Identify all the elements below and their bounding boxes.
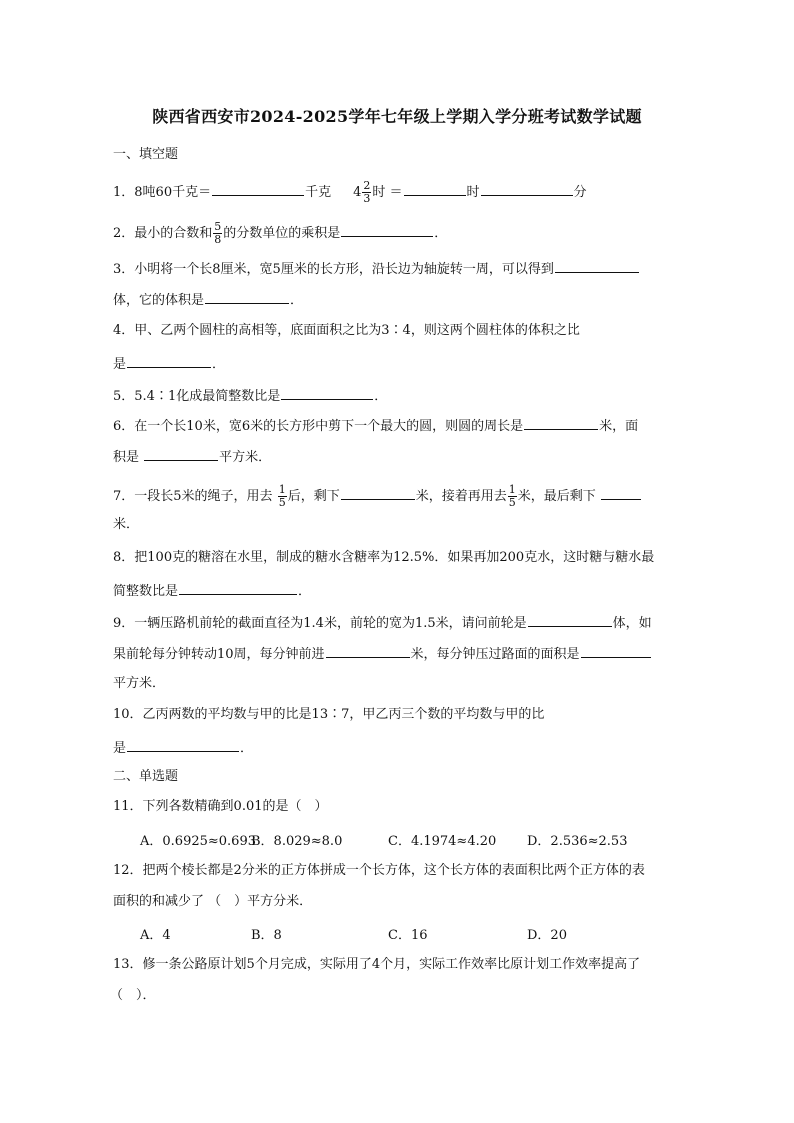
question-2: 2．最小的合数和 $\frac{5}{8}$ 的分数单位的乘积是 ． [113, 220, 448, 246]
answer-blank[interactable] [281, 385, 373, 400]
question-7-line-1: 7．一段长5米的绳子，用去 $\frac{1}{5}$ 后，剩下 米，接着再用去 $\frac{1}{5}$ 米，最后剩下 [113, 484, 642, 509]
question-11-stem: 11．下列各数精确到0.01的是（ ） [113, 799, 328, 814]
q11-option-a[interactable]: A．0.6925≈0.693 [140, 834, 256, 849]
page-title: 陕西省西安市2024-2025学年七年级上学期入学分班考试数学试题 [152, 107, 642, 126]
q11-option-d[interactable]: D．2.536≈2.53 [527, 834, 628, 849]
answer-blank[interactable] [555, 258, 639, 273]
question-6-line-1: 6．在一个长10米，宽6米的长方形中剪下一个最大的圆，则圆的周长是 米，面 [113, 415, 638, 436]
q11-option-b[interactable]: B．8.029≈8.0 [251, 834, 343, 849]
fraction: $\frac{1}{5}$ [508, 483, 516, 509]
question-4-line-2: 是 ． [113, 353, 225, 374]
question-1: 1．8吨60千克＝ 千克 4 $\frac{2}{3}$ 时 ＝ 时 分 [113, 179, 587, 205]
answer-blank[interactable] [601, 485, 641, 500]
question-8-line-1: 8．把100克的糖溶在水里，制成的糖水含糖率为12.5%．如果再加200克水，这时糖与糖水最 [113, 550, 655, 565]
section-single-choice: 二、单选题 [113, 769, 179, 784]
question-12-line-1: 12．把两个棱长都是2分米的正方体拼成一个长方体，这个长方体的表面积比两个正方体的表 [113, 863, 645, 878]
answer-blank[interactable] [127, 737, 239, 752]
question-9-line-2: 果前轮每分钟转动10周，每分钟前进 米，每分钟压过路面的面积是 [113, 643, 652, 664]
q12-option-a[interactable]: A．4 [140, 928, 171, 943]
question-6-line-2: 积是 平方米． [113, 446, 271, 467]
question-8-line-2: 简整数比是 ． [113, 580, 311, 601]
question-5: 5．5.4∶1化成最简整数比是 ． [113, 385, 387, 406]
question-3-line-1: 3．小明将一个长8厘米，宽5厘米的长方形，沿长边为轴旋转一周，可以得到 [113, 258, 640, 279]
answer-blank[interactable] [528, 612, 612, 627]
question-3-line-2: 体，它的体积是 ． [113, 289, 303, 310]
fraction: $\frac{2}{3}$ [363, 179, 371, 205]
section-fill-in: 一、填空题 [113, 147, 179, 162]
answer-blank[interactable] [341, 222, 433, 237]
answer-blank[interactable] [205, 289, 289, 304]
question-4-line-1: 4．甲、乙两个圆柱的高相等，底面面积之比为3∶4，则这两个圆柱体的体积之比 [113, 323, 580, 338]
answer-blank[interactable] [404, 181, 466, 196]
question-13-line-1: 13．修一条公路原计划5个月完成，实际用了4个月，实际工作效率比原计划工作效率提高了 [113, 957, 641, 972]
q12-option-b[interactable]: B．8 [251, 928, 282, 943]
q12-option-d[interactable]: D．20 [527, 928, 567, 943]
answer-blank[interactable] [481, 181, 573, 196]
q11-option-c[interactable]: C．4.1974≈4.20 [388, 834, 497, 849]
answer-blank[interactable] [524, 415, 598, 430]
answer-blank[interactable] [179, 580, 297, 595]
answer-blank[interactable] [212, 181, 304, 196]
question-10-line-2: 是 ． [113, 737, 253, 758]
answer-blank[interactable] [326, 643, 410, 658]
question-9-line-1: 9．一辆压路机前轮的截面直径为1.4米，前轮的宽为1.5米，请问前轮是 体，如 [113, 612, 652, 633]
question-13-line-2: （ ）． [110, 988, 156, 1003]
question-7-line-2: 米． [113, 517, 140, 532]
question-10-line-1: 10．乙丙两数的平均数与甲的比是13∶7，甲乙丙三个数的平均数与甲的比 [113, 707, 545, 722]
answer-blank[interactable] [581, 643, 651, 658]
answer-blank[interactable] [127, 353, 211, 368]
q12-option-c[interactable]: C．16 [388, 928, 428, 943]
answer-blank[interactable] [144, 446, 218, 461]
answer-blank[interactable] [341, 485, 415, 500]
fraction: $\frac{5}{8}$ [214, 220, 222, 246]
question-9-line-3: 平方米． [113, 676, 166, 691]
fraction: $\frac{1}{5}$ [278, 483, 286, 509]
question-12-line-2: 面积的和减少了 （ ）平方分米． [113, 894, 313, 909]
